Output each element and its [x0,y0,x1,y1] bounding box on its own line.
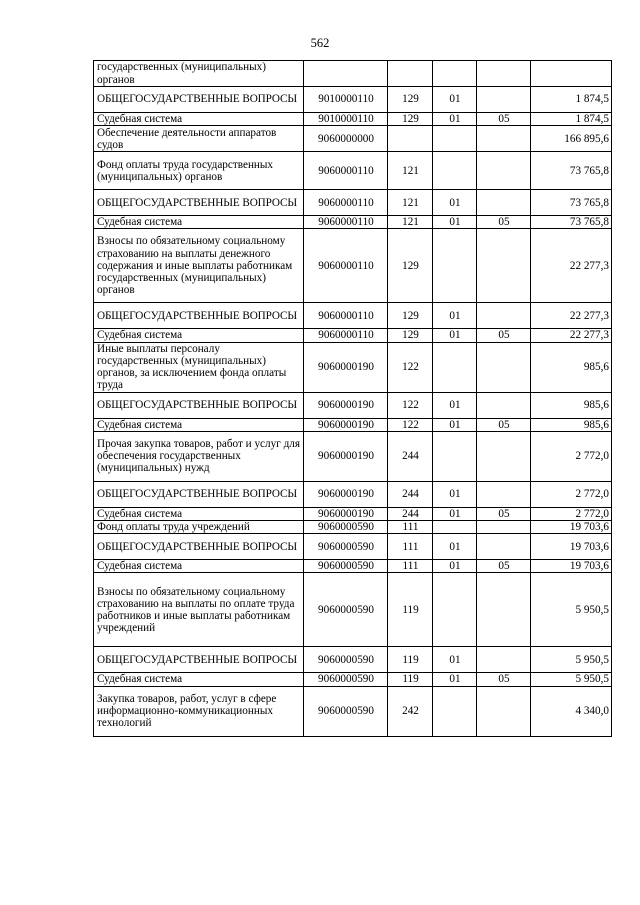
row-expense-type-cell: 111 [388,521,433,534]
row-name-cell: Судебная система [94,673,304,686]
row-section-cell: 01 [433,329,477,342]
table-row [94,573,612,647]
row-subsection-cell: 05 [477,216,531,229]
table-row [94,113,612,126]
row-section-cell [433,431,477,481]
row-amount-cell: 2 772,0 [531,431,612,481]
table-row [94,303,612,329]
row-amount-cell: 22 277,3 [531,329,612,342]
row-name-cell: Взносы по обязательному социальному страхованию на выплаты денежного содержания и иные выплаты работникам государственных (муниципальных) органов [94,229,304,303]
row-name-cell: Судебная система [94,560,304,573]
row-section-cell: 01 [433,673,477,686]
table-row [94,647,612,673]
row-expense-type-cell: 121 [388,190,433,216]
table-row [94,392,612,418]
row-name-cell: Судебная система [94,329,304,342]
row-amount-cell: 5 950,5 [531,673,612,686]
row-target-code-cell: 9060000590 [304,560,388,573]
table-row [94,87,612,113]
row-subsection-cell [477,392,531,418]
table-row [94,481,612,507]
row-name-cell: Иные выплаты персоналу государственных (муниципальных) органов, за исключением фонда оплаты труда [94,342,304,392]
row-name-cell: Фонд оплаты труда государственных (муниципальных) органов [94,152,304,190]
row-expense-type-cell: 122 [388,418,433,431]
row-subsection-cell [477,686,531,736]
row-target-code-cell: 9060000190 [304,481,388,507]
budget-table [93,60,612,737]
row-amount-cell: 985,6 [531,342,612,392]
table-row [94,216,612,229]
row-expense-type-cell: 129 [388,229,433,303]
row-target-code-cell: 9060000590 [304,534,388,560]
row-subsection-cell [477,303,531,329]
row-name-cell: ОБЩЕГОСУДАРСТВЕННЫЕ ВОПРОСЫ [94,190,304,216]
row-section-cell: 01 [433,392,477,418]
row-subsection-cell: 05 [477,418,531,431]
row-subsection-cell: 05 [477,329,531,342]
row-amount-cell: 73 765,8 [531,216,612,229]
row-expense-type-cell: 129 [388,113,433,126]
row-target-code-cell: 9060000000 [304,126,388,152]
row-target-code-cell: 9060000110 [304,152,388,190]
table-row [94,686,612,736]
row-target-code-cell: 9060000110 [304,190,388,216]
row-name-cell: ОБЩЕГОСУДАРСТВЕННЫЕ ВОПРОСЫ [94,87,304,113]
row-section-cell [433,152,477,190]
row-amount-cell: 985,6 [531,392,612,418]
row-section-cell: 01 [433,560,477,573]
row-name-cell: Обеспечение деятельности аппаратов судов [94,126,304,152]
row-expense-type-cell [388,126,433,152]
row-subsection-cell [477,126,531,152]
table-row [94,229,612,303]
table-row [94,431,612,481]
row-amount-cell: 19 703,6 [531,534,612,560]
row-name-cell: государственных (муниципальных) органов [94,61,304,87]
row-target-code-cell: 9060000590 [304,686,388,736]
row-section-cell [433,521,477,534]
row-name-cell: ОБЩЕГОСУДАРСТВЕННЫЕ ВОПРОСЫ [94,303,304,329]
row-section-cell [433,61,477,87]
row-subsection-cell [477,229,531,303]
row-target-code-cell: 9060000190 [304,392,388,418]
row-target-code-cell: 9010000110 [304,87,388,113]
row-expense-type-cell: 121 [388,216,433,229]
row-section-cell: 01 [433,418,477,431]
table-row [94,560,612,573]
table-row [94,342,612,392]
row-subsection-cell [477,61,531,87]
row-target-code-cell: 9010000110 [304,113,388,126]
row-expense-type-cell: 122 [388,342,433,392]
row-subsection-cell [477,431,531,481]
table-row [94,534,612,560]
row-target-code-cell: 9060000590 [304,521,388,534]
row-name-cell: Фонд оплаты труда учреждений [94,521,304,534]
row-name-cell: Прочая закупка товаров, работ и услуг для обеспечения государственных (муниципальных) нужд [94,431,304,481]
row-expense-type-cell: 119 [388,673,433,686]
row-subsection-cell [477,521,531,534]
row-expense-type-cell: 129 [388,87,433,113]
row-expense-type-cell: 129 [388,303,433,329]
row-section-cell [433,342,477,392]
row-target-code-cell: 9060000110 [304,303,388,329]
row-amount-cell: 19 703,6 [531,560,612,573]
row-amount-cell: 19 703,6 [531,521,612,534]
table-row [94,126,612,152]
row-subsection-cell: 05 [477,560,531,573]
row-expense-type-cell: 111 [388,534,433,560]
row-amount-cell: 1 874,5 [531,87,612,113]
row-expense-type-cell [388,61,433,87]
row-name-cell: ОБЩЕГОСУДАРСТВЕННЫЕ ВОПРОСЫ [94,647,304,673]
row-section-cell: 01 [433,87,477,113]
row-expense-type-cell: 122 [388,392,433,418]
row-expense-type-cell: 121 [388,152,433,190]
row-section-cell [433,686,477,736]
row-expense-type-cell: 111 [388,560,433,573]
row-amount-cell [531,61,612,87]
row-name-cell: ОБЩЕГОСУДАРСТВЕННЫЕ ВОПРОСЫ [94,534,304,560]
row-name-cell: Судебная система [94,418,304,431]
row-target-code-cell: 9060000190 [304,418,388,431]
row-section-cell [433,229,477,303]
row-expense-type-cell: 119 [388,573,433,647]
row-section-cell: 01 [433,647,477,673]
row-amount-cell: 4 340,0 [531,686,612,736]
row-subsection-cell: 05 [477,113,531,126]
row-subsection-cell [477,342,531,392]
row-target-code-cell [304,61,388,87]
row-expense-type-cell: 244 [388,431,433,481]
table-row [94,152,612,190]
row-expense-type-cell: 129 [388,329,433,342]
table-row [94,507,612,520]
table-row [94,329,612,342]
row-name-cell: Судебная система [94,216,304,229]
row-name-cell: Судебная система [94,113,304,126]
row-section-cell: 01 [433,190,477,216]
row-target-code-cell: 9060000590 [304,673,388,686]
row-target-code-cell: 9060000190 [304,431,388,481]
row-subsection-cell [477,190,531,216]
table-row [94,190,612,216]
table-row [94,418,612,431]
table-row [94,61,612,87]
row-subsection-cell [477,87,531,113]
row-amount-cell: 2 772,0 [531,507,612,520]
row-amount-cell: 22 277,3 [531,303,612,329]
row-subsection-cell [477,481,531,507]
row-section-cell: 01 [433,507,477,520]
row-section-cell: 01 [433,113,477,126]
table-row [94,673,612,686]
row-name-cell: Судебная система [94,507,304,520]
row-section-cell: 01 [433,303,477,329]
page-number: 562 [310,36,330,50]
row-section-cell [433,126,477,152]
row-subsection-cell [477,152,531,190]
row-expense-type-cell: 242 [388,686,433,736]
row-amount-cell: 73 765,8 [531,152,612,190]
row-target-code-cell: 9060000110 [304,229,388,303]
row-name-cell: Закупка товаров, работ, услуг в сфере информационно-коммуникационных технологий [94,686,304,736]
row-target-code-cell: 9060000110 [304,216,388,229]
row-expense-type-cell: 119 [388,647,433,673]
row-section-cell: 01 [433,216,477,229]
row-subsection-cell: 05 [477,507,531,520]
row-amount-cell: 22 277,3 [531,229,612,303]
row-name-cell: ОБЩЕГОСУДАРСТВЕННЫЕ ВОПРОСЫ [94,481,304,507]
row-section-cell: 01 [433,481,477,507]
row-expense-type-cell: 244 [388,481,433,507]
row-amount-cell: 73 765,8 [531,190,612,216]
row-name-cell: Взносы по обязательному социальному страхованию на выплаты по оплате труда работников и иные выплаты работникам учреждений [94,573,304,647]
row-subsection-cell [477,647,531,673]
row-section-cell [433,573,477,647]
row-amount-cell: 985,6 [531,418,612,431]
row-amount-cell: 5 950,5 [531,573,612,647]
row-target-code-cell: 9060000590 [304,573,388,647]
table-row [94,521,612,534]
row-subsection-cell: 05 [477,673,531,686]
row-target-code-cell: 9060000590 [304,647,388,673]
row-section-cell: 01 [433,534,477,560]
row-target-code-cell: 9060000190 [304,342,388,392]
row-amount-cell: 5 950,5 [531,647,612,673]
row-amount-cell: 1 874,5 [531,113,612,126]
row-target-code-cell: 9060000110 [304,329,388,342]
row-target-code-cell: 9060000190 [304,507,388,520]
row-subsection-cell [477,573,531,647]
budget-table-body [94,61,612,737]
row-amount-cell: 166 895,6 [531,126,612,152]
row-subsection-cell [477,534,531,560]
row-name-cell: ОБЩЕГОСУДАРСТВЕННЫЕ ВОПРОСЫ [94,392,304,418]
row-amount-cell: 2 772,0 [531,481,612,507]
row-expense-type-cell: 244 [388,507,433,520]
